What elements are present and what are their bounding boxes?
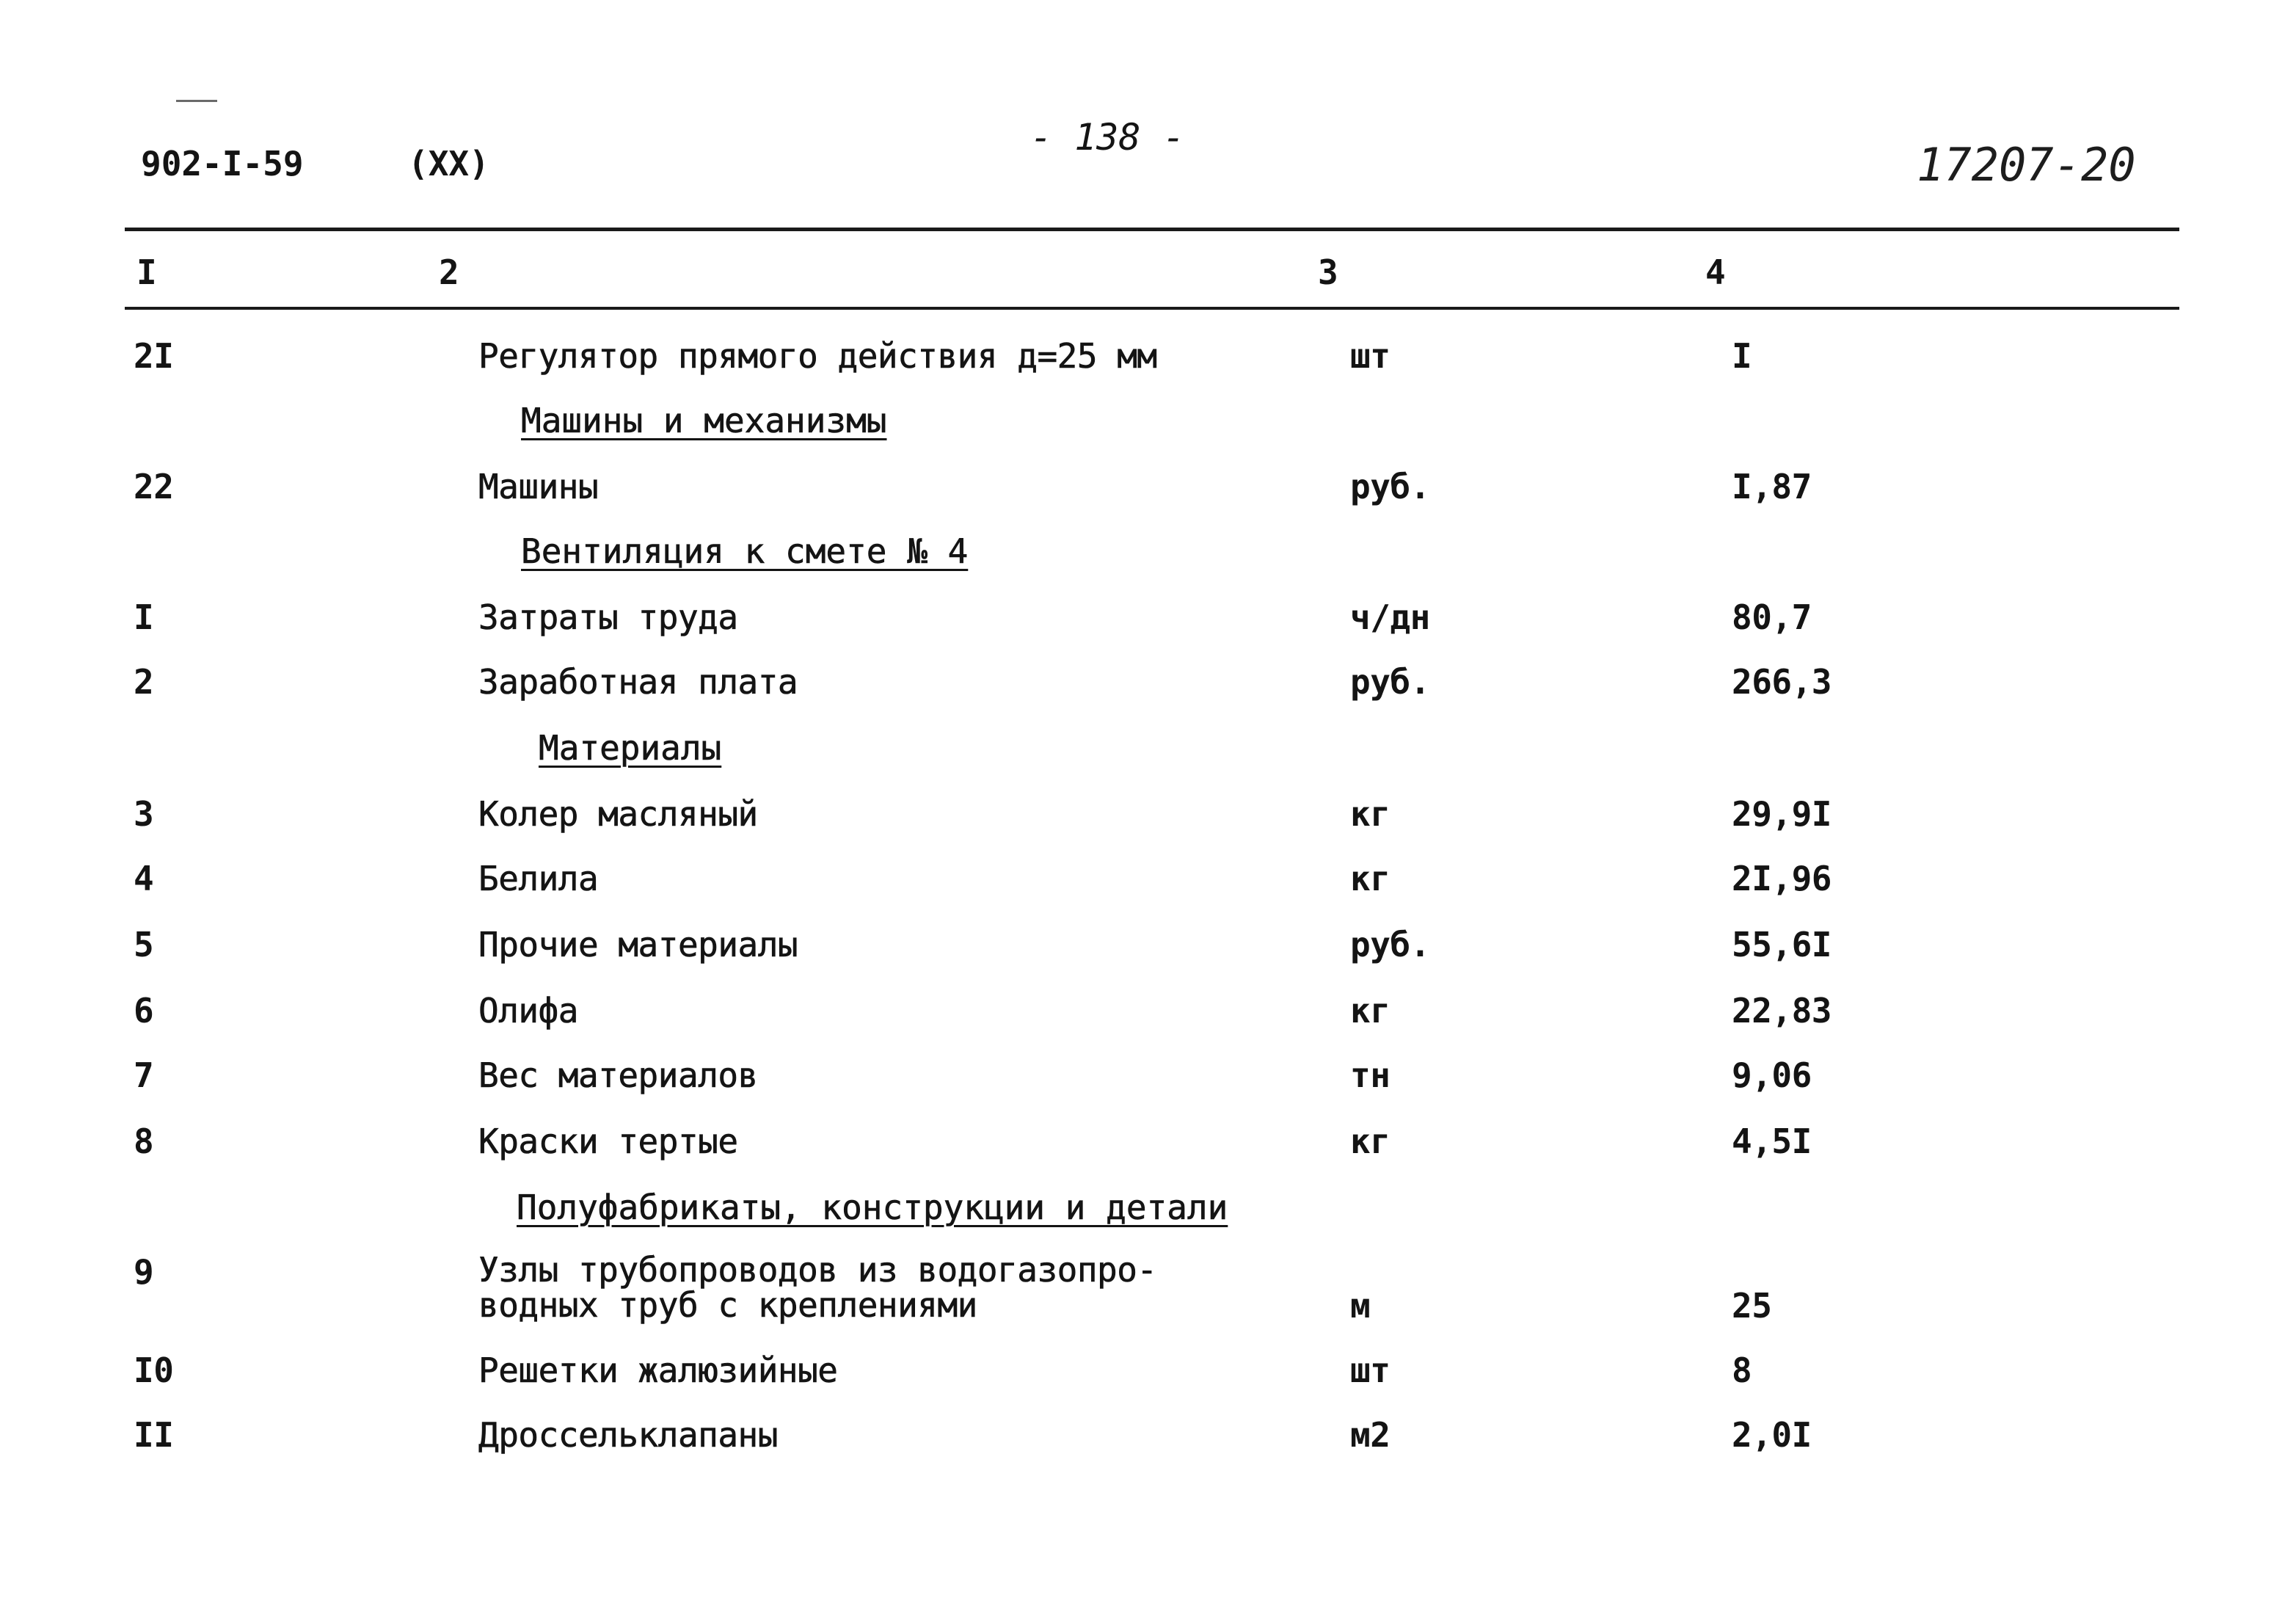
row-name: Решетки жалюзийные xyxy=(478,1351,838,1390)
row-unit: кг xyxy=(1350,991,1391,1030)
row-number: 8 xyxy=(134,1122,154,1161)
row-name: Регулятор прямого действия д=25 мм xyxy=(478,336,1157,376)
row-name: Заработная плата xyxy=(478,662,798,702)
row-value: 2I,96 xyxy=(1732,859,1832,898)
table-header-rule xyxy=(125,307,2179,310)
corner-mark xyxy=(176,100,217,102)
row-number: I xyxy=(134,597,154,637)
row-number: I0 xyxy=(134,1351,174,1390)
row-name: Узлы трубопроводов из водогазопро- водных труб с креплениями xyxy=(478,1250,1157,1325)
row-number: 9 xyxy=(134,1252,154,1292)
inventory-number: 17207-20 xyxy=(1917,138,2136,192)
row-number: 7 xyxy=(134,1055,154,1095)
row-number: 22 xyxy=(134,467,174,506)
column-header-1: I xyxy=(136,252,157,292)
row-value: I,87 xyxy=(1732,467,1812,506)
section-heading: Вентиляция к смете № 4 xyxy=(521,531,969,571)
row-value: 80,7 xyxy=(1732,597,1812,637)
row-number: 5 xyxy=(134,925,154,964)
row-unit: кг xyxy=(1350,859,1391,898)
row-unit: руб. xyxy=(1350,925,1430,964)
row-name: Затраты труда xyxy=(478,597,738,637)
row-unit: шт xyxy=(1350,1351,1391,1390)
page-number: - 138 - xyxy=(1030,116,1185,159)
row-unit: шт xyxy=(1350,336,1391,376)
row-number: 4 xyxy=(134,859,154,898)
column-header-4: 4 xyxy=(1705,252,1726,292)
section-heading: Материалы xyxy=(539,728,722,768)
row-unit: тн xyxy=(1350,1055,1391,1095)
row-name: Дроссельклапаны xyxy=(478,1415,778,1455)
row-unit: м2 xyxy=(1350,1415,1391,1455)
row-name: Вес материалов xyxy=(478,1055,758,1095)
section-heading: Машины и механизмы xyxy=(521,401,887,440)
row-name: Колер масляный xyxy=(478,794,758,834)
row-value: 29,9I xyxy=(1732,794,1832,834)
row-number: 2I xyxy=(134,336,174,376)
row-unit: ч/дн xyxy=(1350,597,1430,637)
row-value: 25 xyxy=(1732,1286,1772,1326)
row-value: I xyxy=(1732,336,1752,376)
row-unit: кг xyxy=(1350,1122,1391,1161)
row-name: Олифа xyxy=(478,991,578,1030)
section-heading: Полуфабрикаты, конструкции и детали xyxy=(517,1188,1228,1227)
row-number: 6 xyxy=(134,991,154,1030)
row-value: 2,0I xyxy=(1732,1415,1812,1455)
row-name: Машины xyxy=(478,467,599,506)
row-number: 2 xyxy=(134,662,154,702)
column-header-2: 2 xyxy=(439,252,459,292)
row-number: 3 xyxy=(134,794,154,834)
row-name: Прочие материалы xyxy=(478,925,798,964)
row-value: 8 xyxy=(1732,1351,1752,1390)
row-unit: руб. xyxy=(1350,662,1430,702)
row-value: 266,3 xyxy=(1732,662,1832,702)
row-unit: м xyxy=(1350,1286,1371,1326)
row-value: 9,06 xyxy=(1732,1055,1812,1095)
row-unit: кг xyxy=(1350,794,1391,834)
document-code: 902-I-59 xyxy=(141,144,304,183)
column-header-3: 3 xyxy=(1318,252,1338,292)
row-unit: руб. xyxy=(1350,467,1430,506)
row-value: 4,5I xyxy=(1732,1122,1812,1161)
table-top-rule xyxy=(125,228,2179,231)
row-value: 22,83 xyxy=(1732,991,1832,1030)
row-name: Краски тертые xyxy=(478,1122,738,1161)
row-number: II xyxy=(134,1415,174,1455)
document-series: (XX) xyxy=(408,144,489,183)
row-value: 55,6I xyxy=(1732,925,1832,964)
row-name: Белила xyxy=(478,859,599,898)
